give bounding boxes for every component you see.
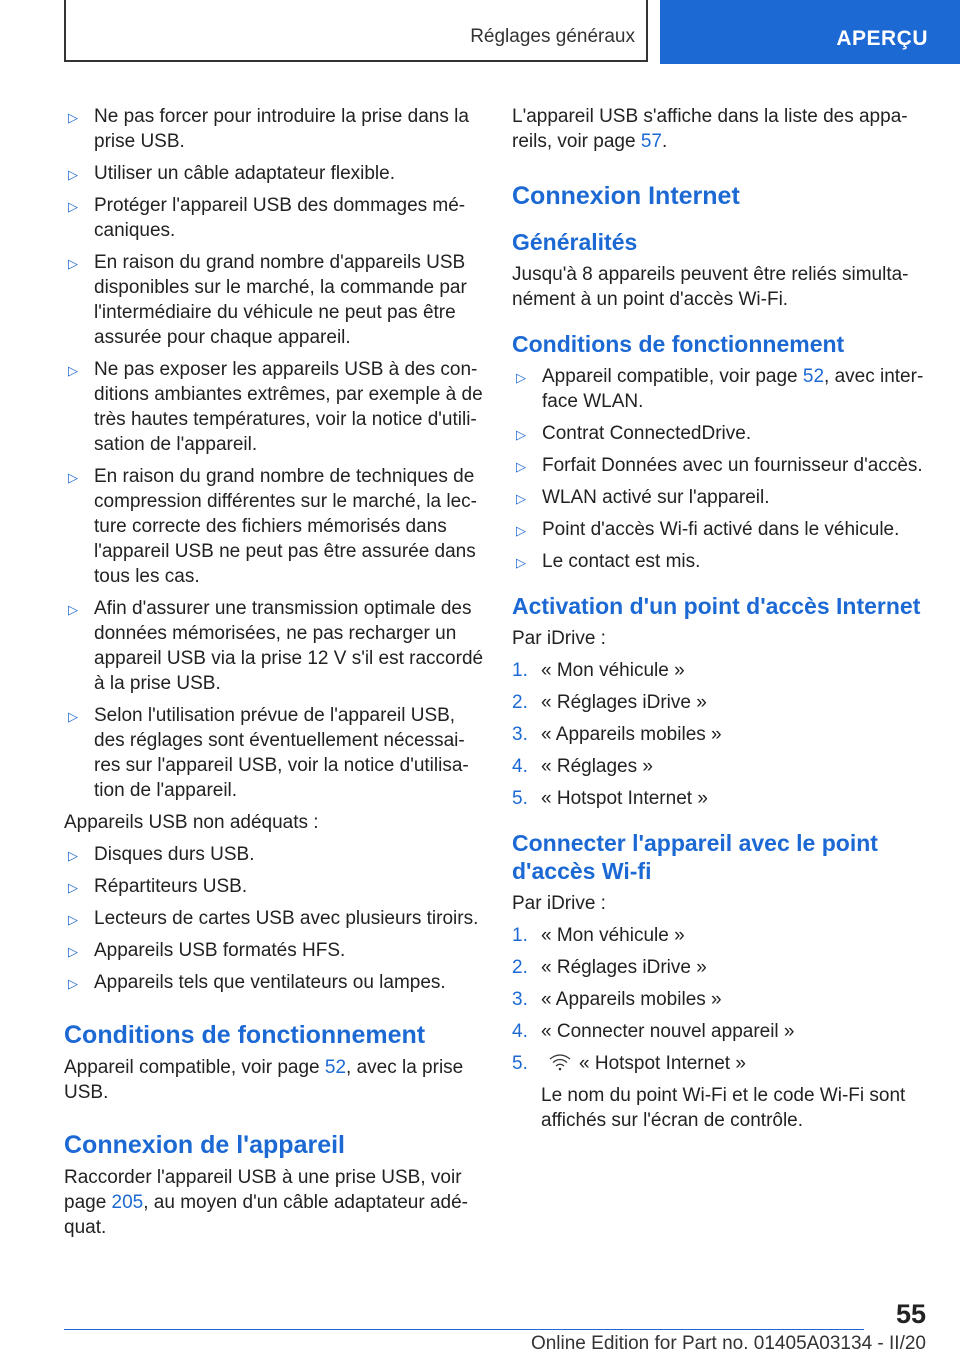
triangle-bullet-icon: ▷ xyxy=(516,491,526,506)
step-item xyxy=(512,987,930,1012)
step-text: « Mon véhicule » xyxy=(541,925,685,946)
triangle-bullet-icon: ▷ xyxy=(68,944,78,959)
connect-device-text: Raccorder l'appareil USB à une prise USB, voir page 205, au moyen d'un câble adaptateur adé-quat. xyxy=(64,1167,468,1238)
step-text: « Connecter nouvel appareil » xyxy=(541,1021,795,1042)
step-number: 3. xyxy=(512,724,528,745)
triangle-bullet-icon: ▷ xyxy=(68,880,78,895)
triangle-bullet-icon: ▷ xyxy=(516,555,526,570)
triangle-bullet-icon: ▷ xyxy=(516,523,526,538)
list-item xyxy=(64,596,484,696)
wifi-icon xyxy=(549,1053,571,1071)
unsuitable-devices-label: Appareils USB non adéquats : xyxy=(64,812,319,833)
list-item xyxy=(64,250,484,350)
list-item-text: Le contact est mis. xyxy=(542,551,701,572)
list-item xyxy=(512,453,930,478)
heading-activation-hotspot: Activation d'un point d'accès Internet xyxy=(512,593,921,619)
list-item-text: Appareils USB formatés HFS. xyxy=(94,940,346,961)
step-item xyxy=(512,690,930,715)
heading-general: Généralités xyxy=(512,229,638,255)
list-item xyxy=(64,703,484,803)
list-item-text: En raison du grand nombre d'appareils USB disponibles sur le marché, la commande par l'intermédiaire du véhicule ne peut pas être assurée pour chaque appareil. xyxy=(94,252,467,348)
heading-conditions-internet: Conditions de fonctionnement xyxy=(512,331,845,357)
list-item xyxy=(64,193,484,243)
tab-apercu[interactable] xyxy=(660,0,960,64)
list-item-text: Répartiteurs USB. xyxy=(94,876,248,897)
step-text: « Hotspot Internet » xyxy=(541,788,708,809)
step-number: 2. xyxy=(512,692,528,713)
triangle-bullet-icon: ▷ xyxy=(68,363,78,378)
step-text: « Réglages iDrive » xyxy=(541,692,707,713)
triangle-bullet-icon: ▷ xyxy=(68,912,78,927)
list-item: ▷ Appareil compatible, voir page 52, avec inter-face WLAN. xyxy=(516,366,924,412)
triangle-bullet-icon: ▷ xyxy=(516,370,526,385)
bullet-list-usb-tips xyxy=(64,104,484,803)
left-column xyxy=(64,104,484,1247)
list-item xyxy=(512,421,930,446)
bullet-list-conditions xyxy=(512,421,930,574)
footer-divider xyxy=(64,1329,864,1330)
heading-connect-device: Connexion de l'appareil xyxy=(64,1131,345,1159)
heading-internet-connection: Connexion Internet xyxy=(512,182,740,210)
step-item xyxy=(512,955,930,980)
page-link-52[interactable]: 52 xyxy=(802,366,825,387)
list-item-text: Ne pas exposer les appareils USB à des con-ditions ambiantes extrêmes, par exemple à de très hautes températures, voir la notice d'utili-sation de l'appareil. xyxy=(94,359,483,455)
list-item xyxy=(64,874,484,899)
list-item-text: Forfait Données avec un fournisseur d'accès. xyxy=(542,455,923,476)
step-number: 4. xyxy=(512,1021,528,1042)
triangle-bullet-icon: ▷ xyxy=(68,976,78,991)
list-item-text: Ne pas forcer pour introduire la prise dans la prise USB. xyxy=(94,106,469,152)
triangle-bullet-icon: ▷ xyxy=(68,256,78,271)
usb-list-text: L'appareil USB s'affiche dans la liste des appa-reils, voir page 57. xyxy=(512,106,908,152)
page-link-205[interactable]: 205 xyxy=(111,1192,144,1213)
step-text: « Réglages iDrive » xyxy=(541,957,707,978)
step-text: « Appareils mobiles » xyxy=(541,724,722,745)
page-link-52[interactable]: 52 xyxy=(324,1057,347,1078)
list-item-text: En raison du grand nombre de techniques de compression différentes sur le marché, la lec-ture correcte des fichiers mémorisés dans l'appareil USB ne peut pas être assurée dans tous les cas. xyxy=(94,466,477,587)
step-number: 4. xyxy=(512,756,528,777)
list-item xyxy=(64,161,484,186)
list-item xyxy=(64,906,484,931)
triangle-bullet-icon: ▷ xyxy=(68,110,78,125)
list-item-text: WLAN activé sur l'appareil. xyxy=(542,487,770,508)
triangle-bullet-icon: ▷ xyxy=(68,167,78,182)
list-item xyxy=(512,517,930,542)
list-item-text: Contrat ConnectedDrive. xyxy=(542,423,752,444)
page-link-57[interactable]: 57 xyxy=(640,131,662,152)
step-item: 5. « Hotspot Internet » Le nom du point Wi-Fi et le code Wi-Fi sont affichés sur l'écran de contrôle. xyxy=(512,1051,930,1133)
step-number: 5. xyxy=(512,1053,528,1074)
step-item xyxy=(512,658,930,683)
step-text: « Appareils mobiles » xyxy=(541,989,722,1010)
tab-apercu-label: APERÇU xyxy=(836,27,928,50)
list-item-text: Utiliser un câble adaptateur flexible. xyxy=(94,163,396,184)
steps-connect xyxy=(512,923,930,1044)
triangle-bullet-icon: ▷ xyxy=(68,199,78,214)
right-column xyxy=(512,104,930,1140)
list-item-text: Lecteurs de cartes USB avec plusieurs tiroirs. xyxy=(94,908,479,929)
list-item xyxy=(64,357,484,457)
step-number: 5. xyxy=(512,788,528,809)
step-text: « Réglages » xyxy=(541,756,653,777)
list-item xyxy=(64,842,484,867)
page-number: 55 xyxy=(895,1299,926,1329)
list-item-text: Afin d'assurer une transmission optimale des données mémorisées, ne pas recharger un appareil USB via la prise 12 V s'il est raccordé à la prise USB. xyxy=(94,598,484,694)
list-item xyxy=(64,104,484,154)
triangle-bullet-icon: ▷ xyxy=(68,602,78,617)
list-item xyxy=(512,549,930,574)
list-item-text: Appareils tels que ventilateurs ou lampes. xyxy=(94,972,446,993)
list-item-text: Selon l'utilisation prévue de l'appareil USB, des réglages sont éventuellement nécessai-res sur l'appareil USB, voir la notice d'utilisa-tion de l'appareil. xyxy=(94,705,469,801)
triangle-bullet-icon: ▷ xyxy=(516,427,526,442)
step-item xyxy=(512,786,930,811)
list-item-text: Disques durs USB. xyxy=(94,844,255,865)
step-item xyxy=(512,1019,930,1044)
step-number: 1. xyxy=(512,925,528,946)
step-note: Le nom du point Wi-Fi et le code Wi-Fi sont affichés sur l'écran de contrôle. xyxy=(541,1085,906,1131)
list-item xyxy=(64,970,484,995)
list-item xyxy=(64,464,484,589)
step-number: 2. xyxy=(512,957,528,978)
conditions-usb-text: Appareil compatible, voir page 52, avec la prise USB. xyxy=(64,1057,464,1103)
triangle-bullet-icon: ▷ xyxy=(68,470,78,485)
triangle-bullet-icon: ▷ xyxy=(68,848,78,863)
list-item-text: Point d'accès Wi-fi activé dans le véhicule. xyxy=(542,519,900,540)
list-item xyxy=(512,485,930,510)
bullet-list-unsuitable xyxy=(64,842,484,995)
triangle-bullet-icon: ▷ xyxy=(516,459,526,474)
step-number: 3. xyxy=(512,989,528,1010)
general-text: Jusqu'à 8 appareils peuvent être reliés simulta-nément à un point d'accès Wi-Fi. xyxy=(512,264,909,310)
heading-connect-wifi: Connecter l'appareil avec le point d'accès Wi-fi xyxy=(512,830,878,884)
step-number: 1. xyxy=(512,660,528,681)
step-item xyxy=(512,722,930,747)
section-title: Réglages généraux xyxy=(470,26,635,47)
triangle-bullet-icon: ▷ xyxy=(68,709,78,724)
heading-conditions-usb: Conditions de fonctionnement xyxy=(64,1021,426,1049)
step-item xyxy=(512,923,930,948)
list-item-text: Protéger l'appareil USB des dommages mé-caniques. xyxy=(94,195,466,241)
edition-text: Online Edition for Part no. 01405A03134 - II/20 xyxy=(530,1333,926,1354)
step-text: « Mon véhicule » xyxy=(541,660,685,681)
list-item xyxy=(64,938,484,963)
via-idrive-label: Par iDrive : xyxy=(512,893,606,914)
steps-activation xyxy=(512,658,930,811)
page-header xyxy=(0,0,960,66)
step-item xyxy=(512,754,930,779)
via-idrive-label: Par iDrive : xyxy=(512,628,606,649)
